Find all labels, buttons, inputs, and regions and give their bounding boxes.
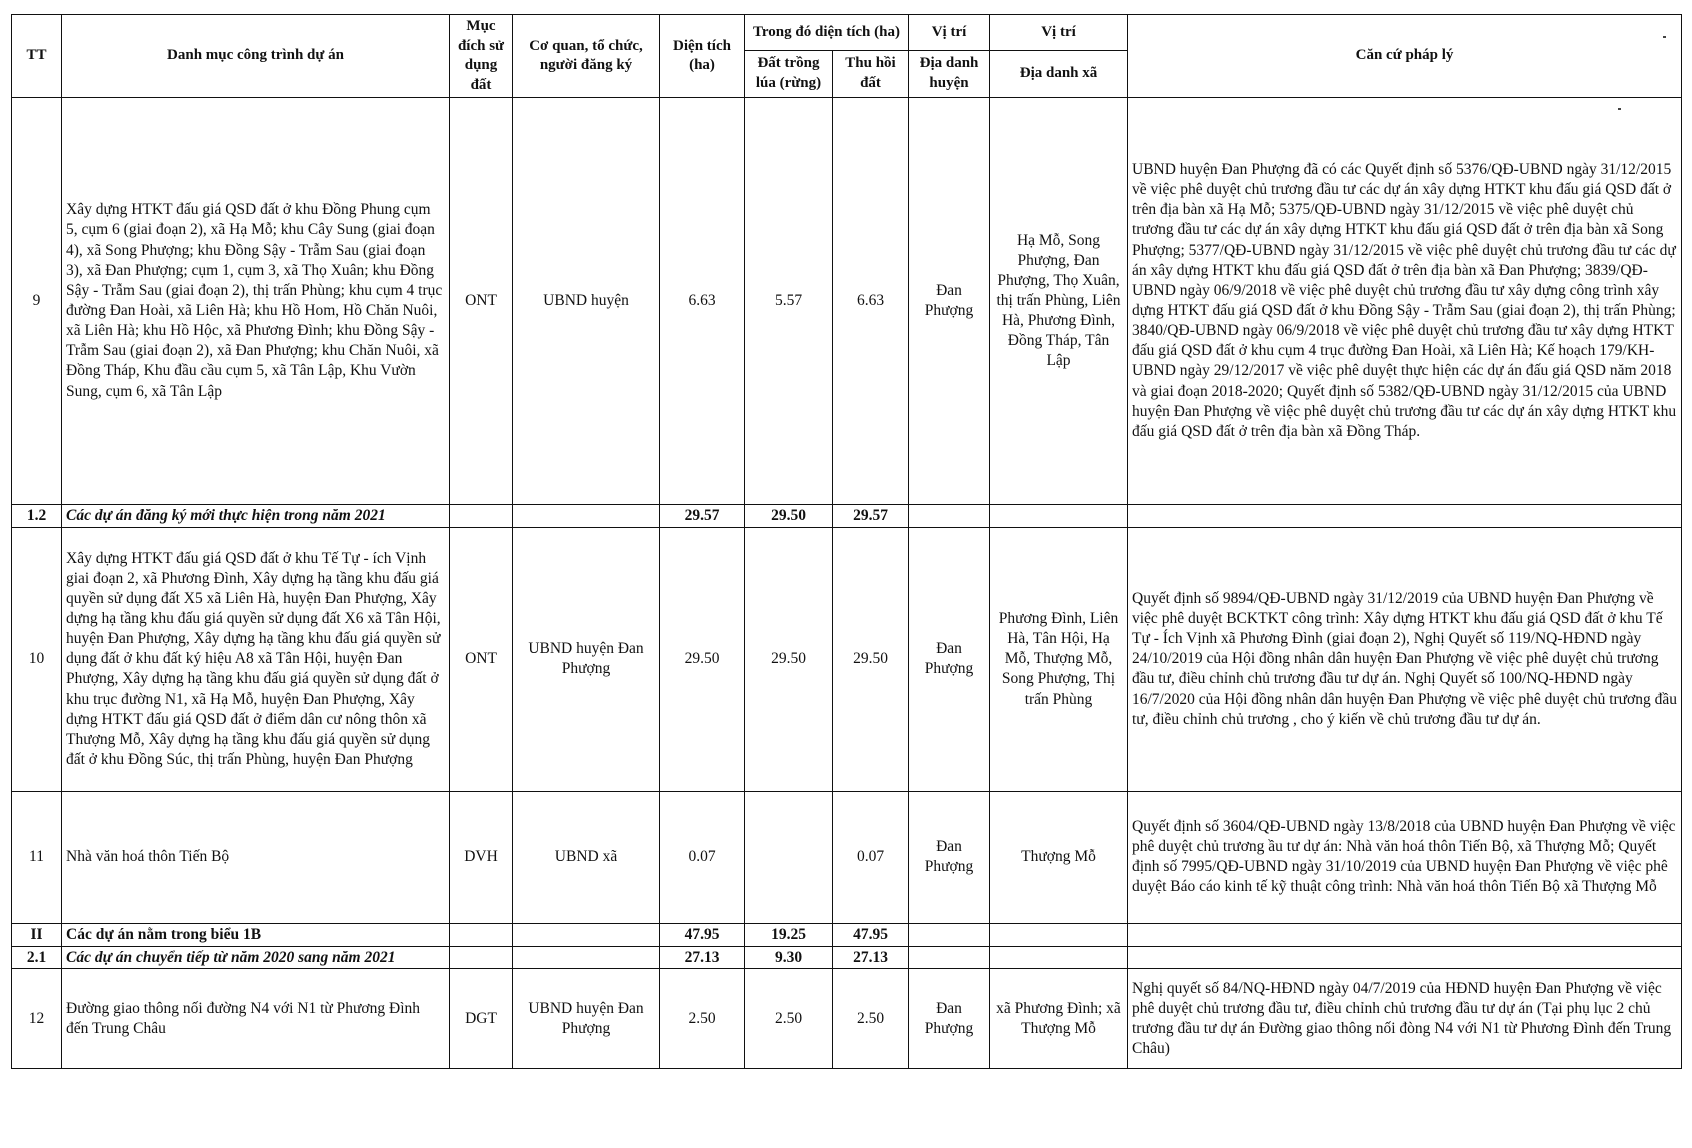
row-legal-basis: UBND huyện Đan Phượng đã có các Quyết định số 5376/QĐ-UBND ngày 31/12/2015 về việc phê duyệt chủ trương đầu tư các dự án xây dựng HTKT khu đấu giá QSD đất ở trên địa bàn xã Hạ Mỗ; 5375/QĐ-UBND ngày 31/12/2015 về việc phê duyệt chủ trương đầu tư các dự án xây dựng HTKT khu đấu giá QSD đất ở trên địa bàn xã Song Phượng; 5377/QĐ-UBND ngày 31/12/2015 về việc phê duyệt chủ trương đầu tư các dự án xây dựng HTKT khu đấu giá QSD đất ở trên địa bàn xã Đan Phượng; 3839/QĐ-UBND ngày 06/9/2018 về việc phê duyệt chủ trương đầu tư xây dựng công trình xây dựng HTKT đấu giá QSD đất ở khu Đồng Sậy - Trẫm Sau (giai đoạn 2), thị trấn Phùng; 3840/QĐ-UBND ngày 06/9/2018 về việc phê duyệt chủ trương đầu tư xây dựng HTKT đấu giá QSD đất ở khu cụm 4 trục đường Đan Hoài, xã Liên Hà; Kế hoạch 179/KH-UBND ngày 29/12/2017 về việc phê duyệt thực hiện các dự án đấu giá QSD năm 2018 và giai đoạn 2018-2020; Quyết định số 5382/QĐ-UBND ngày 31/12/2015 của UBND huyện Đan Phượng về việc phê duyệt chủ trương đầu tư các dự án xây dựng HTKT khu đấu giá QSD đất ở trên địa bàn xã Đồng Tháp. [1128,98,1682,505]
section-district [909,946,990,969]
section-legal [1128,505,1682,528]
row-tt: 10 [12,527,62,791]
row-commune: Hạ Mỗ, Song Phượng, Đan Phượng, Thọ Xuân, thị trấn Phùng, Liên Hà, Phương Đình, Đồng Tháp, Tân Lập [990,98,1128,505]
section-row [12,505,1682,528]
row-agency: UBND huyện Đan Phượng [513,969,660,1069]
section-rice-land: 9.30 [745,946,833,969]
header-agency: Cơ quan, tổ chức, người đăng ký [513,15,660,98]
section-agency [513,946,660,969]
row-rice-land: 5.57 [745,98,833,505]
table-row [12,527,1682,791]
table-row [12,98,1682,505]
section-district [909,923,990,946]
row-area: 6.63 [660,98,745,505]
row-district: Đan Phượng [909,969,990,1069]
section-purpose [450,946,513,969]
row-agency: UBND huyện [513,98,660,505]
row-rice-land: 2.50 [745,969,833,1069]
row-tt: 11 [12,791,62,923]
row-recovered: 29.50 [833,527,909,791]
header-within-area: Trong đó diện tích (ha) [745,15,909,51]
row-recovered: 6.63 [833,98,909,505]
header-location-2: Vị trí [990,15,1128,51]
row-area: 2.50 [660,969,745,1069]
section-area: 47.95 [660,923,745,946]
section-legal [1128,923,1682,946]
scan-speck [1663,36,1666,38]
row-purpose: ONT [450,527,513,791]
row-recovered: 0.07 [833,791,909,923]
header-legal-basis: Căn cứ pháp lý [1128,15,1682,98]
row-purpose: DGT [450,969,513,1069]
row-rice-land: 29.50 [745,527,833,791]
section-rice-land: 29.50 [745,505,833,528]
section-agency [513,505,660,528]
row-area: 29.50 [660,527,745,791]
row-project-name: Nhà văn hoá thôn Tiến Bộ [62,791,450,923]
row-legal-basis: Quyết định số 3604/QĐ-UBND ngày 13/8/2018 của UBND huyện Đan Phượng về việc phê duyệt chủ trương ầu tư dự án: Nhà văn hoá thôn Tiến Bộ, xã Thượng Mỗ; Quyết định số 7995/QĐ-UBND ngày 31/10/2019 của UBND huyện Đan Phượng về việc phê duyệt Báo cáo kinh tế kỹ thuật công trình: Nhà văn hoá thôn Tiến Bộ xã Thượng Mỗ [1128,791,1682,923]
section-tt: 2.1 [12,946,62,969]
table-row [12,791,1682,923]
row-rice-land [745,791,833,923]
header-project-list: Danh mục công trình dự án [62,15,450,98]
row-district: Đan Phượng [909,98,990,505]
row-agency: UBND xã [513,791,660,923]
section-area: 27.13 [660,946,745,969]
header-area: Diện tích (ha) [660,15,745,98]
section-name: Các dự án nằm trong biểu 1B [62,923,450,946]
header-commune: Địa danh xã [990,50,1128,97]
scan-speck [1618,108,1621,110]
section-tt: 1.2 [12,505,62,528]
row-commune: Thượng Mỗ [990,791,1128,923]
header-purpose: Mục đích sử dụng đất [450,15,513,98]
section-name: Các dự án chuyển tiếp từ năm 2020 sang năm 2021 [62,946,450,969]
section-purpose [450,505,513,528]
section-row [12,923,1682,946]
section-commune [990,923,1128,946]
row-legal-basis: Quyết định số 9894/QĐ-UBND ngày 31/12/2019 của UBND huyện Đan Phượng về việc phê duyệt BCKTKT công trình: Xây dựng HTKT khu đấu giá QSD đất ở khu Tế Tự - Ích Vịnh xã Phương Đình (giai đoạn 2), Nghị Quyết số 119/NQ-HĐND ngày 24/10/2019 của Hội đồng nhân dân huyện Đan Phượng về việc phê duyệt chủ trương đầu tư, điều chỉnh chủ trương đầu tư dự án. Nghị Quyết số 100/NQ-HĐND ngày 16/7/2020 của Hội đồng nhân dân huyện Đan Phượng về việc phê duyệt chủ trương đầu tư, điều chỉnh chủ trương , cho ý kiến về chủ trương đầu tư dự án. [1128,527,1682,791]
row-area: 0.07 [660,791,745,923]
section-area: 29.57 [660,505,745,528]
row-project-name: Đường giao thông nối đường N4 với N1 từ Phương Đình đến Trung Châu [62,969,450,1069]
row-project-name: Xây dựng HTKT đấu giá QSD đất ở khu Tế Tự - ích Vịnh giai đoạn 2, xã Phương Đình, Xây dựng hạ tầng khu đấu giá quyền sử dụng đất X5 xã Liên Hà, huyện Đan Phượng, Xây dựng hạ tầng khu đấu giá quyền sử dụng đất X6 xã Tân Hội, huyện Đan Phượng, Xây dựng hạ tầng khu đấu giá quyền sử dụng đất ở khu đất ký hiệu A8 xã Tân Hội, huyện Đan Phượng, Xây dựng hạ tầng khu đấu giá quyền sử dụng đất ở khu trục đường N1, xã Hạ Mỗ, huyện Đan Phượng, Xây dựng HTKT đấu giá QSD đất ở điểm dân cư nông thôn xã Thượng Mỗ, Xây dựng hạ tầng khu đấu giá quyền sử dụng đất ở khu Đồng Súc, thị trấn Phùng, huyện Đan Phượng [62,527,450,791]
row-tt: 12 [12,969,62,1069]
header-tt: TT [12,15,62,98]
section-district [909,505,990,528]
section-recovered: 27.13 [833,946,909,969]
row-commune: xã Phương Đình; xã Thượng Mỗ [990,969,1128,1069]
section-recovered: 47.95 [833,923,909,946]
section-rice-land: 19.25 [745,923,833,946]
row-commune: Phương Đình, Liên Hà, Tân Hội, Hạ Mỗ, Thượng Mỗ, Song Phượng, Thị trấn Phùng [990,527,1128,791]
row-district: Đan Phượng [909,791,990,923]
row-purpose: ONT [450,98,513,505]
row-district: Đan Phượng [909,527,990,791]
section-commune [990,946,1128,969]
row-recovered: 2.50 [833,969,909,1069]
land-use-project-table [11,14,1682,1069]
header-rice-land: Đất trồng lúa (rừng) [745,50,833,97]
header-row-1 [12,15,1682,51]
section-commune [990,505,1128,528]
section-purpose [450,923,513,946]
section-recovered: 29.57 [833,505,909,528]
header-recovered: Thu hồi đất [833,50,909,97]
row-tt: 9 [12,98,62,505]
row-agency: UBND huyện Đan Phượng [513,527,660,791]
header-district: Địa danh huyện [909,50,990,97]
row-legal-basis: Nghị quyết số 84/NQ-HĐND ngày 04/7/2019 của HĐND huyện Đan Phượng về việc phê duyệt chủ trương đầu tư, điều chỉnh chủ trương đầu tư dự án (Tại phụ lục 2 chủ trương đầu tư dự án Đường giao thông nối đòng N4 với N1 từ Phương Đình đến Trung Châu) [1128,969,1682,1069]
header-location-1: Vị trí [909,15,990,51]
section-row [12,946,1682,969]
section-name: Các dự án đăng ký mới thực hiện trong năm 2021 [62,505,450,528]
section-agency [513,923,660,946]
section-legal [1128,946,1682,969]
section-tt: II [12,923,62,946]
row-project-name: Xây dựng HTKT đấu giá QSD đất ở khu Đồng Phung cụm 5, cụm 6 (giai đoạn 2), xã Hạ Mỗ; khu Cây Sung (giai đoạn 4), xã Song Phượng; khu Đồng Sậy - Trẫm Sau (giai đoạn 3), xã Đan Phượng; cụm 1, cụm 3, xã Thọ Xuân; khu Đồng Sậy - Trẫm Sau (giai đoạn 2), thị trấn Phùng; khu cụm 4 trục đường Đan Hoài, xã Liên Hà; khu Hồ Hom, Hồ Chăn Nuôi, xã Liên Hà; khu Hồ Hộc, xã Phương Đình; khu Đồng Sậy - Trẫm Sau (giai đoạn 2), xã Đan Phượng; khu Chăn Nuôi, xã Đồng Tháp, Khu đầu cầu cụm 5, xã Tân Lập, Khu Vườn Sung, cụm 6, xã Tân Lập [62,98,450,505]
table-row [12,969,1682,1069]
row-purpose: DVH [450,791,513,923]
